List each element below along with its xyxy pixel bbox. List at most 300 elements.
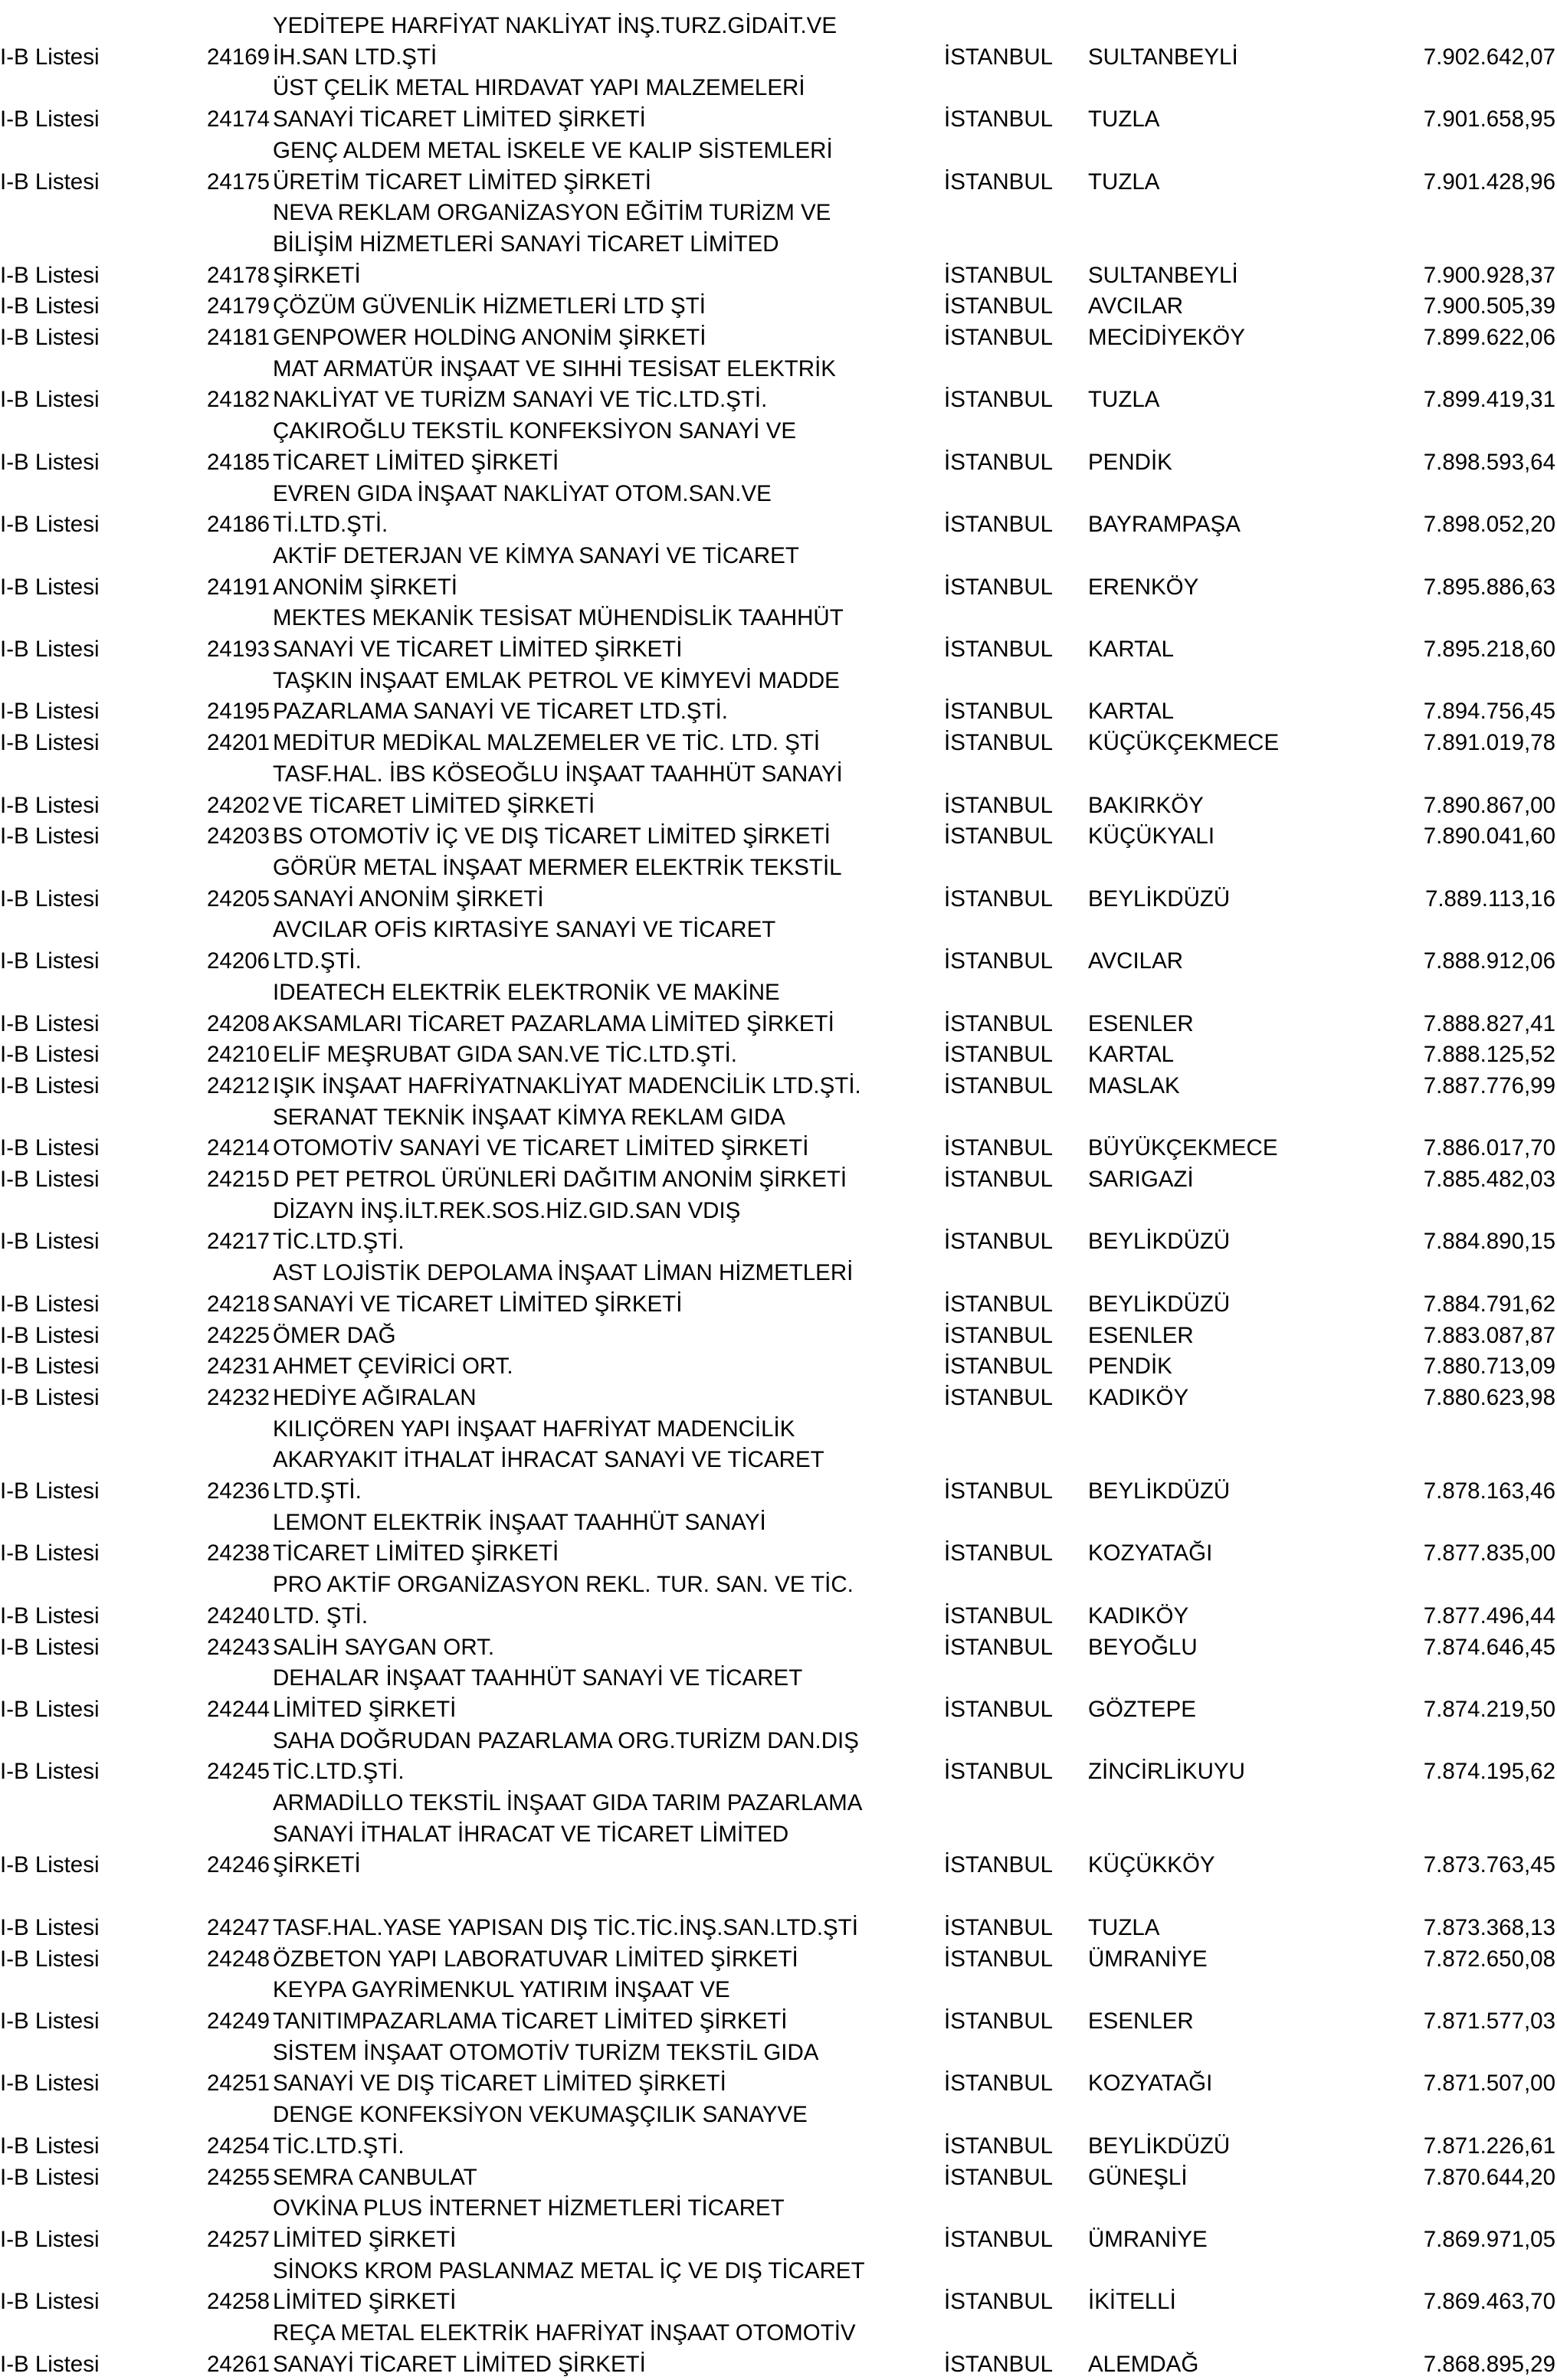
- company-name-line: İH.SAN LTD.ŞTİ: [273, 44, 438, 70]
- list-type-cell: I-B Listesi: [0, 1759, 100, 1785]
- district-cell: BEYLİKDÜZÜ: [1088, 2133, 1231, 2159]
- company-name-line: [273, 1881, 939, 1913]
- city-cell: İSTANBUL: [944, 699, 1054, 725]
- city-cell: İSTANBUL: [944, 1042, 1054, 1068]
- table-row: [0, 2256, 1557, 2318]
- table-row: [0, 977, 1557, 1039]
- list-type-cell: I-B Listesi: [0, 2226, 100, 2252]
- record-id-cell: 24251: [207, 2071, 270, 2097]
- company-name-cell: [273, 1570, 939, 1632]
- company-name-cell: [273, 2162, 939, 2194]
- company-name-cell: [273, 1039, 939, 1071]
- amount-cell: 7.901.428,96: [1423, 169, 1555, 195]
- record-id-cell: 24205: [207, 886, 270, 912]
- list-type-cell: I-B Listesi: [0, 1696, 100, 1722]
- table-row: [0, 1632, 1557, 1664]
- amount-cell: 7.874.646,45: [1423, 1634, 1555, 1660]
- city-cell: İSTANBUL: [944, 1322, 1054, 1348]
- list-type-cell: I-B Listesi: [0, 2008, 100, 2034]
- district-cell: GÖZTEPE: [1088, 1696, 1196, 1722]
- company-name-cell: [273, 1196, 939, 1258]
- record-id-cell: 24255: [207, 2164, 270, 2190]
- company-name-line: HEDİYE AĞIRALAN: [273, 1384, 477, 1410]
- list-type-cell: I-B Listesi: [0, 792, 100, 818]
- record-id-cell: 24240: [207, 1602, 270, 1629]
- company-name-line: SAHA DOĞRUDAN PAZARLAMA ORG.TURİZM DAN.DIŞ: [273, 1727, 859, 1753]
- city-cell: İSTANBUL: [944, 512, 1054, 538]
- city-cell: İSTANBUL: [944, 1946, 1054, 1972]
- record-id-cell: 24238: [207, 1540, 270, 1566]
- record-id-cell: 24249: [207, 2008, 270, 2034]
- company-name-cell: [273, 728, 939, 759]
- district-cell: MECİDİYEKÖY: [1088, 325, 1245, 351]
- company-name-line: DEHALAR İNŞAAT TAAHHÜT SANAYİ VE TİCARET: [273, 1665, 803, 1691]
- list-type-cell: I-B Listesi: [0, 1291, 100, 1317]
- company-name-line: OTOMOTİV SANAYİ VE TİCARET LİMİTED ŞİRKETİ: [273, 1135, 809, 1161]
- company-name-line: TANITIMPAZARLAMA TİCARET LİMİTED ŞİRKETİ: [273, 2008, 788, 2034]
- table-row: [0, 603, 1557, 665]
- company-name-cell: [273, 2318, 939, 2380]
- amount-cell: 7.868.895,29: [1423, 2351, 1555, 2377]
- table-row: [0, 136, 1557, 198]
- company-name-line: NEVA REKLAM ORGANİZASYON EĞİTİM TURİZM VE: [273, 200, 831, 226]
- list-type-cell: I-B Listesi: [0, 1010, 100, 1036]
- company-name-line: BİLİŞİM HİZMETLERİ SANAYİ TİCARET LİMİTED: [273, 231, 779, 257]
- record-id-cell: 24185: [207, 449, 270, 475]
- company-name-line: YEDİTEPE HARFİYAT NAKLİYAT İNŞ.TURZ.GİDAİT.VE: [273, 13, 838, 38]
- list-type-cell: I-B Listesi: [0, 2133, 100, 2159]
- company-name-cell: [273, 603, 939, 665]
- company-name-cell: [273, 1508, 939, 1570]
- company-name-cell: [273, 1258, 939, 1320]
- district-cell: ESENLER: [1088, 2008, 1194, 2034]
- company-name-cell: [273, 2256, 939, 2318]
- district-cell: SARIGAZİ: [1088, 1167, 1194, 1193]
- company-name-cell: [273, 2193, 939, 2255]
- record-id-cell: 24254: [207, 2133, 270, 2159]
- company-name-line: TİC.LTD.ŞTİ.: [273, 2133, 405, 2159]
- table-row: [0, 2193, 1557, 2255]
- record-id-cell: 24175: [207, 169, 270, 195]
- list-type-cell: I-B Listesi: [0, 1478, 100, 1504]
- company-name-line: SALİH SAYGAN ORT.: [273, 1634, 495, 1660]
- company-name-line: ÜRETİM TİCARET LİMİTED ŞİRKETİ: [273, 169, 651, 195]
- list-type-cell: I-B Listesi: [0, 637, 100, 663]
- amount-cell: 7.899.622,06: [1423, 325, 1555, 351]
- city-cell: İSTANBUL: [944, 325, 1054, 351]
- table-row: [0, 479, 1557, 541]
- city-cell: İSTANBUL: [944, 1540, 1054, 1566]
- record-id-cell: 24179: [207, 293, 270, 319]
- company-name-cell: [273, 354, 939, 416]
- company-name-cell: [273, 1071, 939, 1102]
- table-row: [0, 1383, 1557, 1414]
- district-cell: GÜNEŞLİ: [1088, 2164, 1188, 2190]
- table-row: [0, 821, 1557, 853]
- company-name-line: GENÇ ALDEM METAL İSKELE VE KALIP SİSTEMLERİ: [273, 137, 833, 163]
- record-id-cell: 24202: [207, 792, 270, 818]
- company-name-cell: [273, 416, 939, 478]
- amount-cell: 7.878.163,46: [1423, 1478, 1555, 1504]
- amount-cell: 7.885.482,03: [1423, 1167, 1555, 1193]
- district-cell: BEYLİKDÜZÜ: [1088, 886, 1231, 912]
- city-cell: İSTANBUL: [944, 1696, 1054, 1722]
- record-id-cell: 24203: [207, 823, 270, 850]
- amount-cell: 7.877.496,44: [1423, 1602, 1555, 1629]
- record-id-cell: 24246: [207, 1852, 270, 1878]
- list-type-cell: I-B Listesi: [0, 1322, 100, 1348]
- district-cell: KADIKÖY: [1088, 1384, 1189, 1410]
- record-id-cell: 24208: [207, 1010, 270, 1036]
- list-type-cell: I-B Listesi: [0, 1167, 100, 1193]
- district-cell: BEYOĞLU: [1088, 1634, 1198, 1660]
- city-cell: İSTANBUL: [944, 637, 1054, 663]
- table-row: [0, 2318, 1557, 2380]
- record-id-cell: 24214: [207, 1135, 270, 1161]
- record-id-cell: 24257: [207, 2226, 270, 2252]
- table-row: [0, 1944, 1557, 1976]
- company-name-line: DİZAYN İNŞ.İLT.REK.SOS.HİZ.GID.SAN VDIŞ: [273, 1197, 741, 1223]
- company-name-line: ŞİRKETİ: [273, 262, 361, 288]
- company-name-cell: [273, 1383, 939, 1414]
- company-name-line: SANAYİ TİCARET LİMİTED ŞİRKETİ: [273, 106, 646, 133]
- company-name-line: KILIÇÖREN YAPI İNŞAAT HAFRİYAT MADENCİLİK: [273, 1416, 795, 1442]
- city-cell: İSTANBUL: [944, 1354, 1054, 1380]
- company-name-line: IŞIK İNŞAAT HAFRİYATNAKLİYAT MADENCİLİK LTD.ŞTİ.: [273, 1072, 861, 1098]
- city-cell: İSTANBUL: [944, 730, 1054, 756]
- amount-cell: 7.894.756,45: [1423, 699, 1555, 725]
- company-name-line: MAT ARMATÜR İNŞAAT VE SIHHİ TESİSAT ELEKTRİK: [273, 355, 836, 381]
- amount-cell: 7.883.087,87: [1423, 1322, 1555, 1348]
- record-id-cell: 24206: [207, 948, 270, 974]
- district-cell: KARTAL: [1088, 1042, 1175, 1068]
- company-name-line: IDEATECH ELEKTRİK ELEKTRONİK VE MAKİNE: [273, 979, 780, 1005]
- company-name-cell: [273, 1944, 939, 1976]
- company-name-line: GÖRÜR METAL İNŞAAT MERMER ELEKTRİK TEKSTİL: [273, 854, 842, 880]
- company-name-line: AVCILAR OFİS KIRTASİYE SANAYİ VE TİCARET: [273, 917, 776, 943]
- city-cell: İSTANBUL: [944, 1914, 1054, 1940]
- list-type-cell: I-B Listesi: [0, 1042, 100, 1068]
- list-type-cell: I-B Listesi: [0, 886, 100, 912]
- amount-cell: 7.888.827,41: [1423, 1010, 1555, 1036]
- list-type-cell: I-B Listesi: [0, 1072, 100, 1098]
- table-row: [0, 291, 1557, 322]
- company-name-cell: [273, 666, 939, 728]
- company-name-line: ARMADİLLO TEKSTİL İNŞAAT GIDA TARIM PAZARLAMA: [273, 1790, 863, 1816]
- record-id-cell: 24258: [207, 2289, 270, 2315]
- list-type-cell: I-B Listesi: [0, 1135, 100, 1161]
- district-cell: KADIKÖY: [1088, 1602, 1189, 1629]
- amount-cell: 7.870.644,20: [1423, 2164, 1555, 2190]
- list-type-cell: I-B Listesi: [0, 2164, 100, 2190]
- amount-cell: 7.877.835,00: [1423, 1540, 1555, 1566]
- amount-cell: 7.871.507,00: [1423, 2071, 1555, 2097]
- company-name-line: Tİ.LTD.ŞTİ.: [273, 512, 388, 538]
- city-cell: İSTANBUL: [944, 2071, 1054, 2097]
- list-type-cell: I-B Listesi: [0, 1634, 100, 1660]
- list-type-cell: I-B Listesi: [0, 1384, 100, 1410]
- company-name-cell: [273, 1726, 939, 1788]
- company-name-line: ÜST ÇELİK METAL HIRDAVAT YAPI MALZEMELERİ: [273, 75, 805, 101]
- district-cell: KOZYATAĞI: [1088, 1540, 1213, 1566]
- amount-cell: 7.900.928,37: [1423, 262, 1555, 288]
- company-name-line: TAŞKIN İNŞAAT EMLAK PETROL VE KİMYEVİ MADDE: [273, 667, 840, 693]
- amount-cell: 7.888.912,06: [1423, 948, 1555, 974]
- amount-cell: 7.880.623,98: [1423, 1384, 1555, 1410]
- city-cell: İSTANBUL: [944, 574, 1054, 600]
- list-type-cell: I-B Listesi: [0, 1229, 100, 1255]
- list-type-cell: I-B Listesi: [0, 387, 100, 413]
- district-cell: AVCILAR: [1088, 948, 1184, 974]
- company-name-line: TİC.LTD.ŞTİ.: [273, 1229, 405, 1255]
- record-id-cell: 24225: [207, 1322, 270, 1348]
- table-row: [0, 2100, 1557, 2162]
- list-type-cell: I-B Listesi: [0, 2289, 100, 2315]
- company-name-line: TİCARET LİMİTED ŞİRKETİ: [273, 1540, 559, 1566]
- table-row: [0, 666, 1557, 728]
- company-name-line: SANAYİ İTHALAT İHRACAT VE TİCARET LİMİTED: [273, 1821, 789, 1847]
- record-id-cell: 24236: [207, 1478, 270, 1504]
- district-cell: KÜÇÜKYALI: [1088, 823, 1215, 850]
- company-name-line: ANONİM ŞİRKETİ: [273, 574, 457, 600]
- district-cell: MASLAK: [1088, 1072, 1180, 1098]
- district-cell: ÜMRANİYE: [1088, 2226, 1208, 2252]
- record-id-cell: 24182: [207, 387, 270, 413]
- district-cell: BAYRAMPAŞA: [1088, 512, 1241, 538]
- company-name-cell: [273, 759, 939, 821]
- city-cell: İSTANBUL: [944, 1072, 1054, 1098]
- table-row: [0, 11, 1557, 73]
- company-name-line: AKTİF DETERJAN VE KİMYA SANAYİ VE TİCARET: [273, 542, 799, 568]
- city-cell: İSTANBUL: [944, 792, 1054, 818]
- city-cell: İSTANBUL: [944, 106, 1054, 133]
- company-name-line: SERANAT TEKNİK İNŞAAT KİMYA REKLAM GIDA: [273, 1104, 785, 1130]
- district-cell: ZİNCİRLİKUYU: [1088, 1759, 1245, 1785]
- district-cell: ESENLER: [1088, 1322, 1194, 1348]
- record-id-cell: 24217: [207, 1229, 270, 1255]
- company-name-line: LEMONT ELEKTRİK İNŞAAT TAAHHÜT SANAYİ: [273, 1509, 766, 1535]
- company-name-cell: [273, 821, 939, 853]
- company-name-cell: [273, 2038, 939, 2100]
- list-type-cell: I-B Listesi: [0, 169, 100, 195]
- list-type-cell: I-B Listesi: [0, 44, 100, 70]
- table-row: [0, 1508, 1557, 1570]
- amount-cell: 7.874.219,50: [1423, 1696, 1555, 1722]
- record-id-cell: 24193: [207, 637, 270, 663]
- company-name-line: EVREN GIDA İNŞAAT NAKLİYAT OTOM.SAN.VE: [273, 480, 772, 506]
- district-cell: BEYLİKDÜZÜ: [1088, 1229, 1231, 1255]
- amount-cell: 7.890.041,60: [1423, 823, 1555, 850]
- amount-cell: 7.902.642,07: [1423, 44, 1555, 70]
- city-cell: İSTANBUL: [944, 262, 1054, 288]
- list-type-cell: I-B Listesi: [0, 730, 100, 756]
- amount-cell: 7.884.890,15: [1423, 1229, 1555, 1255]
- table-row: [0, 1663, 1557, 1725]
- amount-cell: 7.884.791,62: [1423, 1291, 1555, 1317]
- amount-cell: 7.887.776,99: [1423, 1072, 1555, 1098]
- table-row: [0, 2038, 1557, 2100]
- record-id-cell: 24244: [207, 1696, 270, 1722]
- district-cell: KARTAL: [1088, 699, 1175, 725]
- city-cell: İSTANBUL: [944, 823, 1054, 850]
- company-name-line: SANAYİ VE TİCARET LİMİTED ŞİRKETİ: [273, 1291, 683, 1317]
- table-row: [0, 416, 1557, 478]
- list-type-cell: I-B Listesi: [0, 1852, 100, 1878]
- district-cell: TUZLA: [1088, 1914, 1160, 1940]
- city-cell: İSTANBUL: [944, 387, 1054, 413]
- company-name-line: MEDİTUR MEDİKAL MALZEMELER VE TİC. LTD. ŞTİ: [273, 730, 821, 756]
- record-id-cell: 24248: [207, 1946, 270, 1972]
- company-name-cell: [273, 977, 939, 1039]
- district-cell: BÜYÜKÇEKMECE: [1088, 1135, 1278, 1161]
- company-name-line: AST LOJİSTİK DEPOLAMA İNŞAAT LİMAN HİZMETLERİ: [273, 1260, 854, 1286]
- company-name-cell: [273, 291, 939, 322]
- company-name-cell: [273, 322, 939, 354]
- company-name-cell: [273, 198, 939, 291]
- district-cell: BAKIRKÖY: [1088, 792, 1204, 818]
- amount-cell: 7.871.577,03: [1423, 2008, 1555, 2034]
- table-row: [0, 2162, 1557, 2194]
- company-name-cell: [273, 1788, 939, 1881]
- amount-cell: 7.889.113,16: [1424, 886, 1555, 912]
- table-row: [0, 1164, 1557, 1196]
- amount-cell: 7.895.218,60: [1423, 637, 1555, 663]
- list-type-cell: I-B Listesi: [0, 823, 100, 850]
- city-cell: İSTANBUL: [944, 1229, 1054, 1255]
- company-name-line: AKSAMLARI TİCARET PAZARLAMA LİMİTED ŞİRKETİ: [273, 1010, 834, 1036]
- table-row: [0, 1039, 1557, 1071]
- list-type-cell: I-B Listesi: [0, 1540, 100, 1566]
- table-row: [0, 915, 1557, 977]
- record-id-cell: 24218: [207, 1291, 270, 1317]
- company-name-line: SİNOKS KROM PASLANMAZ METAL İÇ VE DIŞ TİCARET: [273, 2257, 865, 2283]
- company-name-line: SEMRA CANBULAT: [273, 2164, 477, 2190]
- company-name-cell: [273, 1632, 939, 1664]
- company-name-line: AKARYAKIT İTHALAT İHRACAT SANAYİ VE TİCARET: [273, 1447, 824, 1473]
- district-cell: ÜMRANİYE: [1088, 1946, 1208, 1972]
- company-name-cell: [273, 1102, 939, 1164]
- company-name-cell: [273, 1881, 939, 1943]
- record-id-cell: 24174: [207, 106, 270, 133]
- company-name-line: D PET PETROL ÜRÜNLERİ DAĞITIM ANONİM ŞİRKETİ: [273, 1167, 847, 1193]
- city-cell: İSTANBUL: [944, 1634, 1054, 1660]
- table-row: [0, 1071, 1557, 1102]
- record-id-cell: 24245: [207, 1759, 270, 1785]
- company-name-cell: [273, 1663, 939, 1725]
- company-name-line: ÇAKIROĞLU TEKSTİL KONFEKSİYON SANAYİ VE: [273, 418, 797, 444]
- district-cell: ESENLER: [1088, 1010, 1194, 1036]
- district-cell: SULTANBEYLİ: [1088, 262, 1238, 288]
- company-name-line: AHMET ÇEVİRİCİ ORT.: [273, 1354, 513, 1380]
- amount-cell: 7.874.195,62: [1423, 1759, 1555, 1785]
- city-cell: İSTANBUL: [944, 2226, 1054, 2252]
- district-cell: KARTAL: [1088, 637, 1175, 663]
- table-row: [0, 541, 1557, 603]
- company-name-cell: [273, 136, 939, 198]
- city-cell: İSTANBUL: [944, 2289, 1054, 2315]
- company-name-line: PRO AKTİF ORGANİZASYON REKL. TUR. SAN. VE TİC.: [273, 1572, 854, 1598]
- list-type-cell: I-B Listesi: [0, 325, 100, 351]
- list-type-cell: I-B Listesi: [0, 449, 100, 475]
- list-type-cell: I-B Listesi: [0, 574, 100, 600]
- city-cell: İSTANBUL: [944, 2351, 1054, 2377]
- table-row: [0, 1351, 1557, 1383]
- company-name-line: VE TİCARET LİMİTED ŞİRKETİ: [273, 792, 595, 818]
- city-cell: İSTANBUL: [944, 1602, 1054, 1629]
- amount-cell: 7.895.886,63: [1423, 574, 1555, 600]
- district-cell: ERENKÖY: [1088, 574, 1199, 600]
- amount-cell: 7.900.505,39: [1423, 293, 1555, 319]
- district-cell: SULTANBEYLİ: [1088, 44, 1238, 70]
- amount-cell: 7.891.019,78: [1423, 730, 1555, 756]
- record-id-cell: 24231: [207, 1354, 270, 1380]
- table-row: [0, 1788, 1557, 1881]
- list-type-cell: I-B Listesi: [0, 1354, 100, 1380]
- district-cell: ALEMDAĞ: [1088, 2351, 1199, 2377]
- company-name-line: NAKLİYAT VE TURİZM SANAYİ VE TİC.LTD.ŞTİ.: [273, 387, 768, 413]
- list-type-cell: I-B Listesi: [0, 293, 100, 319]
- table-row: [0, 1321, 1557, 1352]
- table-row: [0, 1570, 1557, 1632]
- list-type-cell: I-B Listesi: [0, 1914, 100, 1940]
- record-id-cell: 24186: [207, 512, 270, 538]
- company-name-line: SANAYİ TİCARET LİMİTED ŞİRKETİ: [273, 2351, 646, 2377]
- record-id-cell: 24191: [207, 574, 270, 600]
- company-name-cell: [273, 1321, 939, 1352]
- city-cell: İSTANBUL: [944, 948, 1054, 974]
- amount-cell: 7.873.763,45: [1423, 1852, 1555, 1878]
- company-name-line: LTD.ŞTİ.: [273, 948, 362, 974]
- table-row: [0, 73, 1557, 135]
- company-name-cell: [273, 73, 939, 135]
- company-name-line: ÖZBETON YAPI LABORATUVAR LİMİTED ŞİRKETİ: [273, 1946, 798, 1972]
- company-name-cell: [273, 1164, 939, 1196]
- table-row: [0, 198, 1557, 291]
- district-cell: İKİTELLİ: [1088, 2289, 1176, 2315]
- company-name-cell: [273, 11, 939, 73]
- district-cell: BEYLİKDÜZÜ: [1088, 1478, 1231, 1504]
- amount-cell: 7.869.971,05: [1423, 2226, 1555, 2252]
- record-id-cell: 24232: [207, 1384, 270, 1410]
- city-cell: İSTANBUL: [944, 1010, 1054, 1036]
- city-cell: İSTANBUL: [944, 2133, 1054, 2159]
- list-type-cell: I-B Listesi: [0, 106, 100, 133]
- record-id-cell: 24243: [207, 1634, 270, 1660]
- table-row: [0, 1881, 1557, 1943]
- company-name-line: GENPOWER HOLDİNG ANONİM ŞİRKETİ: [273, 325, 706, 351]
- table-row: [0, 728, 1557, 759]
- amount-cell: 7.890.867,00: [1423, 792, 1555, 818]
- amount-cell: 7.871.226,61: [1423, 2133, 1555, 2159]
- city-cell: İSTANBUL: [944, 449, 1054, 475]
- list-type-cell: I-B Listesi: [0, 1946, 100, 1972]
- list-type-cell: I-B Listesi: [0, 2071, 100, 2097]
- amount-cell: 7.869.463,70: [1423, 2289, 1555, 2315]
- amount-cell: 7.899.419,31: [1423, 387, 1555, 413]
- list-type-cell: I-B Listesi: [0, 512, 100, 538]
- list-type-cell: I-B Listesi: [0, 948, 100, 974]
- list-type-cell: I-B Listesi: [0, 1602, 100, 1629]
- district-cell: BEYLİKDÜZÜ: [1088, 1291, 1231, 1317]
- district-cell: TUZLA: [1088, 169, 1160, 195]
- city-cell: İSTANBUL: [944, 1384, 1054, 1410]
- record-id-cell: 24247: [207, 1914, 270, 1940]
- company-name-line: ŞİRKETİ: [273, 1852, 361, 1878]
- table-row: [0, 1414, 1557, 1508]
- company-name-cell: [273, 1414, 939, 1508]
- company-name-cell: [273, 853, 939, 915]
- record-id-cell: 24181: [207, 325, 270, 351]
